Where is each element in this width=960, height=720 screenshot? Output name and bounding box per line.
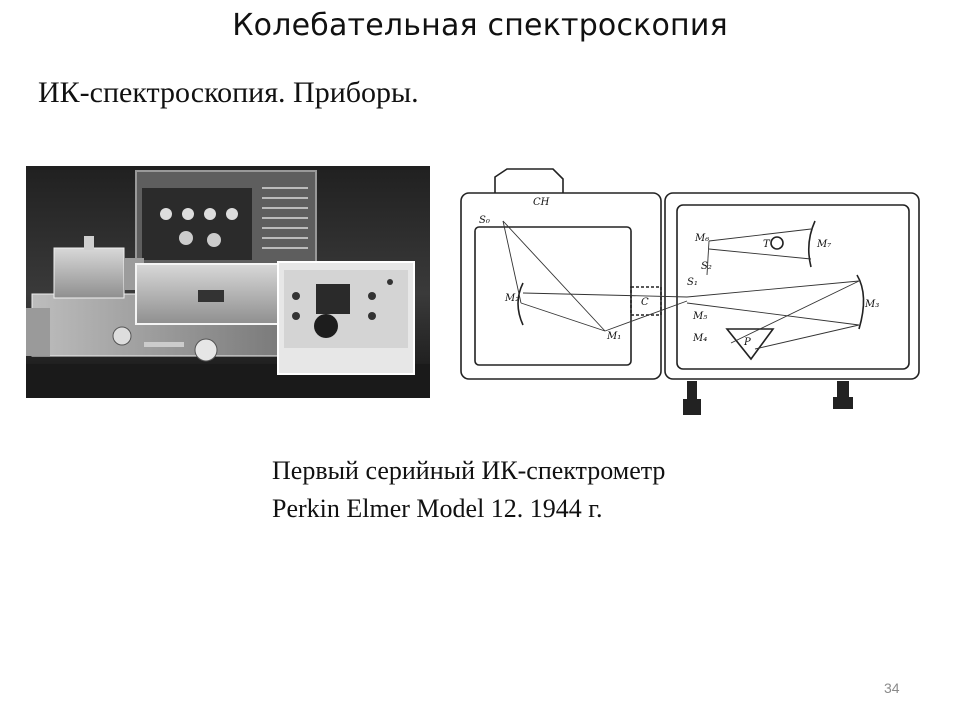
label-mirror5: M₅: [693, 311, 708, 322]
optical-schematic: [455, 163, 925, 435]
caption-line-1: Первый серийный ИК-спектрометр: [272, 456, 666, 485]
label-cell: C: [641, 297, 649, 308]
caption-line-2: Perkin Elmer Model 12. 1944 г.: [272, 494, 603, 523]
caption: [272, 452, 665, 528]
label-mirror3: M₃: [865, 299, 880, 310]
spectrometer-photo: [26, 166, 430, 398]
label-detector: T: [763, 239, 770, 250]
page-number: 34: [884, 680, 900, 696]
label-mirror4: M₄: [693, 333, 708, 344]
label-slit1: S₁: [687, 277, 698, 288]
label-slit2: S₂: [701, 261, 712, 272]
slide-subtitle: ИК-спектроскопия. Приборы.: [38, 76, 419, 109]
slide-title: Колебательная спектроскопия: [232, 8, 728, 43]
label-prism: P: [744, 337, 751, 348]
label-mirror7: M₇: [817, 239, 832, 250]
label-mirror2: M₂: [505, 293, 520, 304]
label-mirror6: M₆: [695, 233, 710, 244]
label-mirror1: M₁: [607, 331, 622, 342]
label-source: S₀: [479, 215, 490, 226]
label-chopper: CH: [533, 197, 550, 208]
